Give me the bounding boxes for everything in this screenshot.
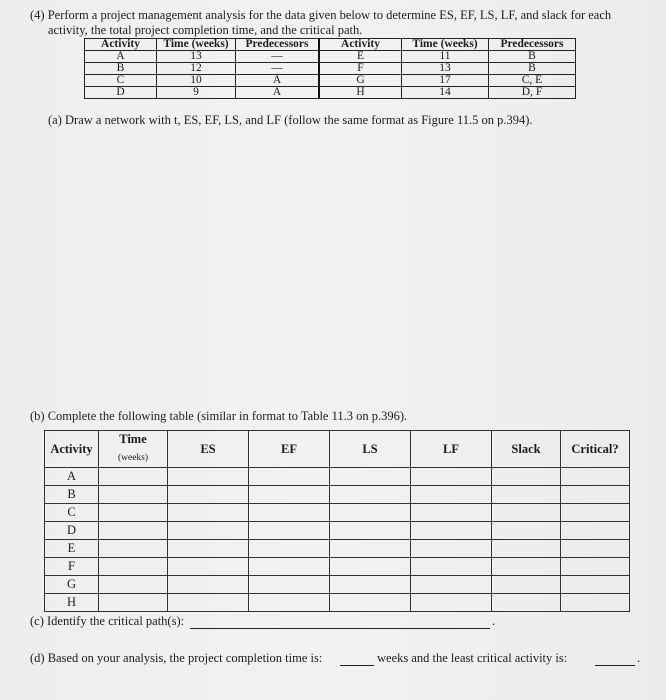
blank-cell[interactable]	[99, 540, 168, 558]
cell: E	[319, 51, 402, 63]
cell: 14	[402, 87, 489, 99]
header-critical: Critical?	[561, 431, 630, 468]
header-es: ES	[168, 431, 249, 468]
blank-cell[interactable]	[330, 486, 411, 504]
blank-cell[interactable]	[561, 486, 630, 504]
blank-cell[interactable]	[492, 558, 561, 576]
cell: —	[236, 63, 320, 75]
blank-cell[interactable]	[561, 594, 630, 612]
blank-cell[interactable]	[249, 468, 330, 486]
question-line-2: activity, the total project completion time, and the critical path.	[48, 23, 363, 37]
header-lf: LF	[411, 431, 492, 468]
cell: G	[319, 75, 402, 87]
blank-cell[interactable]	[99, 468, 168, 486]
blank-cell[interactable]	[99, 486, 168, 504]
blank-cell[interactable]	[492, 540, 561, 558]
blank-cell[interactable]	[411, 486, 492, 504]
table-row	[45, 468, 630, 486]
cell: C, E	[489, 75, 576, 87]
blank-cell[interactable]	[411, 558, 492, 576]
table-row	[45, 594, 630, 612]
activity-label: B	[45, 486, 99, 504]
blank-cell[interactable]	[561, 576, 630, 594]
header-predecessors-1: Predecessors	[236, 39, 320, 51]
blank-cell[interactable]	[561, 558, 630, 576]
part-c-prompt: (c) Identify the critical path(s):	[30, 614, 185, 628]
header-activity: Activity	[45, 431, 99, 468]
header-time-2: Time (weeks)	[402, 39, 489, 51]
activity-label: D	[45, 522, 99, 540]
header-ef: EF	[249, 431, 330, 468]
table-row	[85, 75, 576, 87]
completion-time-answer-line[interactable]	[340, 665, 374, 666]
blank-cell[interactable]	[411, 576, 492, 594]
table-row	[85, 51, 576, 63]
blank-cell[interactable]	[249, 576, 330, 594]
header-time-label: Time	[119, 432, 147, 446]
cell: D	[85, 87, 157, 99]
cell: 13	[157, 51, 236, 63]
table-row	[45, 540, 630, 558]
blank-cell[interactable]	[168, 558, 249, 576]
blank-cell[interactable]	[168, 504, 249, 522]
blank-cell[interactable]	[330, 522, 411, 540]
blank-cell[interactable]	[411, 594, 492, 612]
blank-cell[interactable]	[411, 468, 492, 486]
blank-cell[interactable]	[249, 522, 330, 540]
header-activity-1: Activity	[85, 39, 157, 51]
blank-cell[interactable]	[492, 594, 561, 612]
blank-cell[interactable]	[330, 576, 411, 594]
blank-cell[interactable]	[561, 522, 630, 540]
blank-cell[interactable]	[561, 468, 630, 486]
cell: A	[236, 75, 320, 87]
blank-cell[interactable]	[561, 540, 630, 558]
cell: 12	[157, 63, 236, 75]
blank-cell[interactable]	[249, 540, 330, 558]
table-row	[85, 63, 576, 75]
blank-cell[interactable]	[168, 486, 249, 504]
blank-cell[interactable]	[99, 522, 168, 540]
question-line-1: (4) Perform a project management analysis for the data given below to determine ES, EF, LS, LF, and slack for each	[30, 8, 612, 22]
activity-label: C	[45, 504, 99, 522]
blank-cell[interactable]	[492, 522, 561, 540]
table-row	[45, 558, 630, 576]
blank-cell[interactable]	[249, 486, 330, 504]
cell: A	[236, 87, 320, 99]
blank-cell[interactable]	[411, 540, 492, 558]
cell: 10	[157, 75, 236, 87]
header-predecessors-2: Predecessors	[489, 39, 576, 51]
cell: H	[319, 87, 402, 99]
header-time	[99, 431, 168, 468]
blank-cell[interactable]	[99, 576, 168, 594]
table-row	[45, 486, 630, 504]
blank-cell[interactable]	[168, 576, 249, 594]
least-critical-answer-line[interactable]	[595, 665, 635, 666]
blank-cell[interactable]	[330, 504, 411, 522]
blank-cell[interactable]	[249, 558, 330, 576]
part-b-instructions: (b) Complete the following table (similar in format to Table 11.3 on p.396).	[30, 409, 408, 423]
blank-cell[interactable]	[492, 486, 561, 504]
activity-label: H	[45, 594, 99, 612]
blank-cell[interactable]	[492, 504, 561, 522]
blank-cell[interactable]	[330, 468, 411, 486]
critical-path-answer-line[interactable]	[190, 628, 490, 629]
cell: 11	[402, 51, 489, 63]
cell: B	[85, 63, 157, 75]
blank-cell[interactable]	[99, 558, 168, 576]
blank-cell[interactable]	[330, 558, 411, 576]
part-d-prompt-continued: weeks and the least critical activity is:	[377, 651, 568, 665]
part-d-prompt: (d) Based on your analysis, the project completion time is:	[30, 651, 323, 665]
blank-cell[interactable]	[492, 576, 561, 594]
blank-cell[interactable]	[168, 594, 249, 612]
blank-cell[interactable]	[411, 504, 492, 522]
blank-cell[interactable]	[168, 468, 249, 486]
cell: B	[489, 63, 576, 75]
cell: B	[489, 51, 576, 63]
activity-label: F	[45, 558, 99, 576]
cell: C	[85, 75, 157, 87]
blank-cell[interactable]	[249, 594, 330, 612]
cell: —	[236, 51, 320, 63]
period: .	[637, 651, 641, 665]
part-a-instructions: (a) Draw a network with t, ES, EF, LS, and LF (follow the same format as Figure 11.5 on p.394).	[48, 113, 533, 127]
activity-label: A	[45, 468, 99, 486]
activity-label: G	[45, 576, 99, 594]
cell: 17	[402, 75, 489, 87]
header-time-unit: (weeks)	[117, 453, 149, 463]
blank-cell[interactable]	[330, 540, 411, 558]
blank-cell[interactable]	[168, 540, 249, 558]
header-activity-2: Activity	[319, 39, 402, 51]
blank-cell[interactable]	[99, 504, 168, 522]
cell: A	[85, 51, 157, 63]
header-slack: Slack	[492, 431, 561, 468]
cell: F	[319, 63, 402, 75]
table-row	[85, 87, 576, 99]
activity-data-table	[84, 38, 576, 99]
period: .	[492, 614, 496, 628]
table-row	[45, 522, 630, 540]
table-row	[45, 576, 630, 594]
activity-label: E	[45, 540, 99, 558]
blank-cell[interactable]	[561, 504, 630, 522]
header-ls: LS	[330, 431, 411, 468]
answer-table	[44, 430, 630, 612]
answer-table-header	[45, 431, 630, 468]
activity-table-header	[85, 39, 576, 51]
blank-cell[interactable]	[168, 522, 249, 540]
blank-cell[interactable]	[249, 504, 330, 522]
header-time-1: Time (weeks)	[157, 39, 236, 51]
cell: 9	[157, 87, 236, 99]
blank-cell[interactable]	[330, 594, 411, 612]
table-row	[45, 504, 630, 522]
cell: D, F	[489, 87, 576, 99]
blank-cell[interactable]	[411, 522, 492, 540]
blank-cell[interactable]	[492, 468, 561, 486]
cell: 13	[402, 63, 489, 75]
blank-cell[interactable]	[99, 594, 168, 612]
